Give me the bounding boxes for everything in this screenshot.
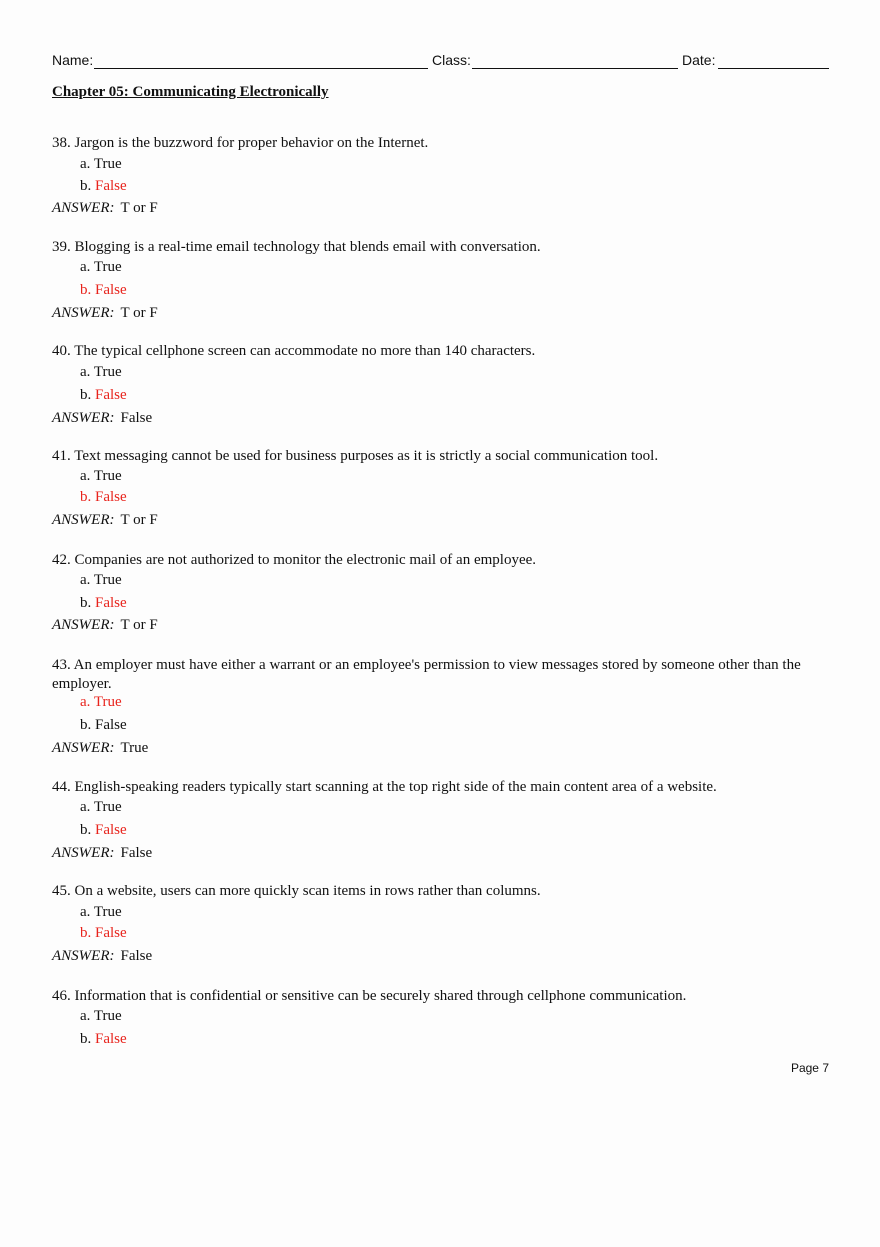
option-a: a. True	[80, 259, 122, 275]
option-a: a. True	[80, 904, 122, 920]
answer-line: ANSWER: T or F	[52, 200, 158, 216]
header-row	[52, 52, 829, 72]
question-41	[52, 447, 829, 530]
question-text: 40. The typical cellphone screen can accommodate no more than 140 characters.	[52, 343, 536, 359]
option-a: a. True	[80, 468, 122, 484]
question-text: 46. Information that is confidential or sensitive can be securely shared through cellphone communication.	[52, 988, 687, 1004]
question-46	[52, 987, 829, 1049]
answer-line: ANSWER: False	[52, 845, 153, 861]
option-b: b. False	[80, 822, 127, 838]
option-a: a. True	[80, 572, 122, 588]
chapter-title: Chapter 05: Communicating Electronically	[52, 84, 329, 100]
question-text: 41. Text messaging cannot be used for business purposes as it is strictly a social communication tool.	[52, 448, 659, 464]
class-label: Class:	[432, 52, 471, 68]
answer-line: ANSWER: T or F	[52, 617, 158, 633]
date-blank-line	[718, 68, 829, 69]
option-b: b. False	[80, 387, 127, 403]
answer-line: ANSWER: T or F	[52, 512, 158, 528]
question-text: 42. Companies are not authorized to monitor the electronic mail of an employee.	[52, 552, 537, 568]
question-text: 39. Blogging is a real-time email technology that blends email with conversation.	[52, 239, 541, 255]
page-number: Page 7	[790, 1061, 829, 1075]
question-45	[52, 882, 829, 966]
question-text: 45. On a website, users can more quickly scan items in rows rather than columns.	[52, 883, 541, 899]
name-blank-line	[94, 68, 428, 69]
option-b: b. False	[80, 489, 127, 505]
option-a: a. True	[80, 156, 122, 172]
question-42	[52, 551, 829, 635]
option-a: a. True	[80, 694, 122, 710]
option-a: a. True	[80, 1008, 122, 1024]
option-b: b. False	[80, 925, 127, 941]
question-38	[52, 134, 829, 218]
option-b: b. False	[80, 178, 127, 194]
option-b: b. False	[80, 595, 127, 611]
question-text: 38. Jargon is the buzzword for proper behavior on the Internet.	[52, 135, 429, 151]
option-b: b. False	[80, 282, 127, 298]
option-a: a. True	[80, 364, 122, 380]
answer-line: ANSWER: False	[52, 410, 153, 426]
answer-line: ANSWER: True	[52, 740, 149, 756]
question-39	[52, 238, 829, 323]
question-43	[52, 656, 829, 758]
answer-line: ANSWER: False	[52, 948, 153, 964]
class-blank-line	[472, 68, 678, 69]
option-b: b. False	[80, 717, 127, 733]
question-44	[52, 778, 829, 863]
option-a: a. True	[80, 799, 122, 815]
option-b: b. False	[80, 1031, 127, 1047]
question-text: 43. An employer must have either a warrant or an employee's permission to view messages stored by someone other than the employer.	[52, 657, 801, 692]
date-label: Date:	[682, 52, 716, 68]
answer-line: ANSWER: T or F	[52, 305, 158, 321]
question-40	[52, 342, 829, 428]
question-text: 44. English-speaking readers typically start scanning at the top right side of the main content area of a website.	[52, 779, 717, 795]
name-label: Name:	[52, 52, 94, 68]
